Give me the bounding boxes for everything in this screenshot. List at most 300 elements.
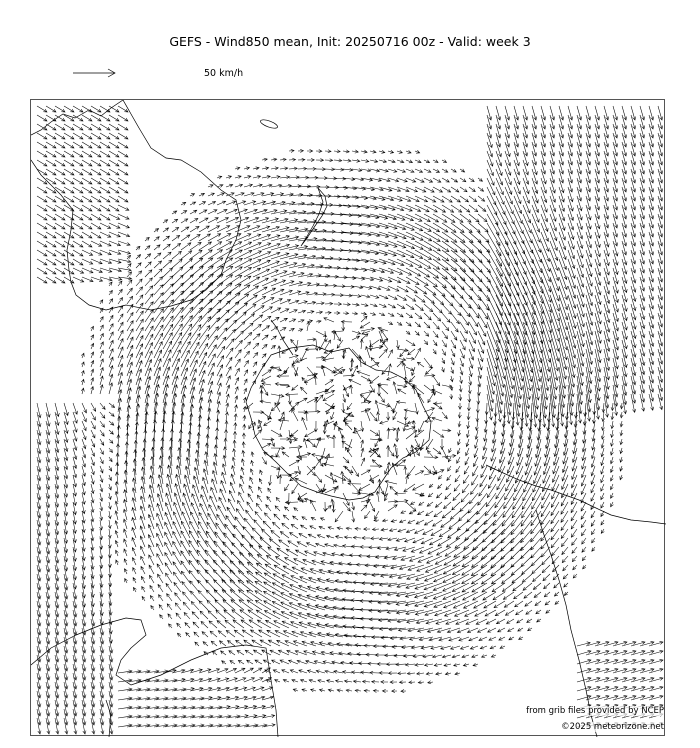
wind-vector-arrow [451, 205, 462, 212]
wind-vector-arrow [175, 603, 181, 610]
wind-vector-arrow [181, 211, 187, 214]
wind-vector-arrow [552, 547, 560, 556]
wind-vector-arrow [185, 466, 190, 484]
wind-vector-arrow [124, 539, 127, 547]
wind-vector-arrow [118, 115, 128, 121]
wind-vector-arrow [478, 205, 486, 212]
wind-vector-arrow [154, 237, 159, 241]
wind-vector-arrow [231, 474, 235, 484]
wind-vector-arrow [264, 591, 281, 601]
wind-vector-arrow [463, 475, 469, 483]
wind-vector-arrow [37, 169, 47, 175]
wind-vector-arrow [167, 594, 172, 601]
wind-vector-arrow [327, 680, 334, 683]
wind-vector-arrow [344, 580, 361, 583]
wind-vector-arrow [559, 196, 565, 211]
wind-vector-arrow [109, 324, 113, 331]
wind-vector-arrow [443, 583, 460, 591]
wind-vector-arrow [592, 538, 595, 543]
wind-vector-arrow [145, 278, 152, 286]
wind-vector-arrow [182, 582, 190, 593]
coastline-africa [31, 618, 278, 737]
wind-vector-arrow [55, 214, 65, 220]
wind-vector-arrow [550, 214, 557, 231]
wind-vector-arrow [352, 312, 358, 315]
wind-vector-arrow [413, 484, 424, 490]
wind-vector-arrow [100, 448, 103, 454]
wind-vector-arrow [181, 259, 193, 268]
wind-vectors [37, 106, 663, 734]
wind-vector-arrow [640, 286, 645, 301]
wind-vector-arrow [475, 439, 479, 448]
wind-vector-arrow [436, 672, 442, 675]
wind-vector-arrow [442, 160, 447, 163]
wind-vector-arrow [433, 250, 449, 261]
wind-vector-arrow [352, 294, 361, 297]
wind-vector-arrow [145, 254, 151, 259]
wind-vector-arrow [640, 385, 645, 402]
wind-vector-arrow [370, 430, 379, 436]
wind-vector-arrow [307, 203, 324, 206]
wind-vector-arrow [383, 519, 389, 522]
wind-vector-arrow [244, 251, 262, 259]
wind-vector-arrow [406, 241, 423, 250]
wind-vector-arrow [490, 646, 496, 649]
wind-vector-arrow [262, 167, 269, 170]
wind-vector-arrow [253, 192, 264, 196]
wind-vector-arrow [343, 276, 356, 279]
wind-vector-arrow [190, 512, 199, 529]
wind-vector-arrow [344, 412, 352, 421]
wind-vector-arrow [127, 288, 132, 295]
wind-vector-arrow [379, 331, 384, 344]
wind-vector-arrow [100, 232, 111, 237]
wind-vector-arrow [649, 331, 654, 346]
wind-vector-arrow [163, 308, 174, 322]
wind-vector-arrow [298, 301, 307, 304]
wind-vector-arrow [82, 205, 92, 211]
wind-vector-arrow [190, 414, 193, 431]
wind-vector-arrow [276, 498, 280, 503]
wind-vector-arrow [82, 448, 86, 458]
wind-vector-arrow [334, 544, 343, 547]
wind-vector-arrow [472, 556, 488, 567]
wind-vector-arrow [174, 493, 181, 511]
wind-vector-arrow [526, 610, 532, 614]
wind-vector-arrow [347, 439, 352, 452]
wind-vector-arrow [409, 681, 415, 684]
wind-vector-arrow [361, 312, 367, 315]
wind-vector-arrow [100, 325, 103, 331]
wind-vector-arrow [343, 625, 361, 628]
wind-vector-arrow [620, 466, 623, 471]
wind-vector-arrow [244, 314, 255, 322]
wind-vector-arrow [325, 670, 334, 673]
wind-vector-arrow [100, 493, 103, 501]
wind-vector-arrow [331, 412, 334, 420]
wind-vector-arrow [46, 178, 56, 184]
wind-vector-arrow [108, 520, 111, 529]
wind-vector-arrow [342, 403, 345, 413]
wind-vector-arrow [289, 310, 297, 314]
wind-vector-arrow [280, 328, 286, 331]
wind-vector-arrow [343, 294, 352, 297]
wind-vector-arrow [467, 628, 478, 633]
wind-vector-arrow [298, 319, 304, 322]
wind-vector-arrow [489, 637, 496, 640]
wind-vector-arrow [253, 334, 260, 340]
wind-vector-arrow [118, 214, 129, 219]
wind-vector-arrow [433, 340, 437, 346]
wind-vector-arrow [82, 412, 86, 422]
wind-vector-arrow [592, 547, 595, 551]
wind-vector-arrow [532, 232, 541, 252]
wind-vector-arrow [406, 367, 414, 371]
wind-vector-arrow [316, 302, 324, 305]
wind-vector-arrow [257, 495, 262, 502]
wind-vector-arrow [193, 622, 199, 628]
wind-vector-arrow [435, 502, 442, 507]
wind-vector-arrow [370, 160, 378, 163]
wind-vector-arrow [541, 232, 549, 251]
wind-vector-arrow [473, 457, 478, 467]
wind-vector-arrow [352, 366, 358, 376]
wind-vector-arrow [249, 486, 253, 494]
wind-vector-arrow [572, 556, 577, 562]
wind-vector-arrow [544, 583, 550, 589]
wind-vector-arrow [559, 241, 566, 260]
wind-vector-arrow [379, 394, 384, 402]
wind-vector-arrow [343, 259, 360, 262]
wind-vector-arrow [215, 600, 226, 610]
wind-vector-arrow [141, 566, 145, 574]
wind-vector-arrow [118, 187, 128, 193]
wind-vector-arrow [159, 605, 163, 610]
wind-vector-arrow [451, 241, 466, 252]
wind-vector-arrow [154, 350, 162, 367]
wind-vector-arrow [282, 575, 298, 583]
wind-vector-arrow [100, 484, 103, 492]
wind-vector-arrow [37, 151, 47, 157]
wind-vector-arrow [274, 565, 289, 574]
wind-vector-arrow [271, 394, 284, 397]
wind-vector-arrow [428, 394, 433, 403]
wind-vector-arrow [133, 469, 136, 485]
wind-vector-arrow [73, 160, 83, 166]
wind-vector-arrow [205, 443, 208, 457]
wind-vector-arrow [100, 511, 103, 520]
wind-vector-arrow [353, 581, 370, 584]
wind-vector-arrow [46, 205, 56, 211]
wind-vector-arrow [397, 205, 412, 211]
wind-vector-arrow [458, 430, 461, 436]
wind-vector-arrow [37, 277, 47, 283]
wind-vector-arrow [601, 466, 604, 474]
wind-vector-arrow [571, 529, 577, 537]
wind-vector-arrow [238, 590, 253, 601]
wind-vector-arrow [295, 478, 307, 484]
wind-vector-arrow [325, 275, 339, 278]
wind-vector-arrow [433, 214, 447, 222]
wind-vector-arrow [37, 250, 47, 256]
wind-vector-arrow [352, 625, 370, 628]
wind-vector-arrow [244, 242, 261, 250]
wind-vector-arrow [280, 245, 299, 250]
wind-vector-arrow [406, 357, 414, 360]
wind-vector-arrow [217, 201, 226, 205]
wind-vector-arrow [424, 313, 431, 320]
wind-vector-arrow [262, 184, 272, 187]
wind-vector-arrow [604, 295, 610, 313]
wind-vector-arrow [424, 178, 433, 182]
wind-vector-arrow [423, 655, 433, 658]
wind-vector-arrow [124, 470, 127, 484]
wind-vector-arrow [463, 592, 478, 600]
wind-vector-arrow [192, 494, 199, 511]
wind-vector-arrow [397, 322, 402, 325]
wind-vector-arrow [352, 502, 355, 510]
wind-vector-arrow [388, 364, 391, 376]
wind-vector-arrow [245, 650, 253, 655]
wind-vector-arrow [273, 670, 280, 673]
wind-vector-arrow [640, 304, 645, 319]
wind-vector-arrow [527, 619, 532, 623]
wind-vector-arrow [510, 421, 514, 438]
wind-vector-arrow [91, 475, 94, 484]
wind-vector-arrow [217, 266, 233, 277]
wind-vector-arrow [476, 619, 487, 624]
wind-vector-arrow [316, 275, 330, 278]
wind-vector-arrow [142, 596, 145, 601]
wind-vector-arrow [433, 430, 444, 437]
wind-vector-arrow [311, 689, 316, 692]
wind-vector-arrow [577, 268, 584, 287]
wind-vector-arrow [118, 133, 128, 139]
wind-vector-arrow [149, 555, 154, 565]
wind-vector-arrow [145, 286, 153, 295]
wind-vector-arrow [91, 223, 101, 229]
wind-vector-arrow [433, 223, 448, 232]
wind-vector-arrow [445, 493, 451, 499]
wind-vector-arrow [273, 522, 281, 529]
wind-vector-arrow [613, 277, 618, 293]
wind-vector-arrow [397, 313, 403, 317]
wind-vector-arrow [91, 430, 95, 438]
wind-vector-arrow [275, 403, 280, 412]
wind-vector-arrow [433, 655, 443, 658]
wind-vector-arrow [417, 362, 424, 367]
wind-vector-arrow [453, 556, 469, 566]
wind-vector-arrow [226, 403, 229, 412]
wind-vector-arrow [307, 410, 320, 413]
wind-vector-arrow [572, 538, 577, 545]
wind-vector-arrow [316, 320, 321, 323]
wind-vector-arrow [565, 412, 568, 429]
wind-vector-arrow [433, 160, 438, 163]
wind-vector-arrow [370, 286, 381, 290]
wind-vector-arrow [458, 439, 461, 445]
wind-vector-arrow [181, 235, 190, 241]
wind-vector-arrow [55, 160, 65, 166]
wind-vector-arrow [417, 565, 433, 572]
wind-vector-arrow [591, 511, 595, 518]
wind-vector-arrow [172, 333, 182, 350]
wind-vector-arrow [415, 610, 433, 615]
wind-vector-arrow [165, 503, 172, 520]
wind-vector-arrow [241, 467, 244, 475]
wind-vector-arrow [561, 538, 568, 547]
wind-vector-arrow [610, 484, 613, 490]
wind-vector-arrow [82, 124, 92, 130]
wind-vector-arrow [485, 610, 496, 616]
wind-vector-arrow [550, 394, 555, 427]
wind-vector-arrow [388, 313, 394, 316]
wind-vector-arrow [91, 187, 101, 193]
wind-vector-arrow [281, 611, 298, 619]
wind-vector-arrow [341, 471, 344, 484]
wind-vector-arrow [46, 169, 56, 175]
wind-vector-arrow [100, 367, 103, 376]
wind-vector-arrow [466, 448, 469, 456]
wind-vector-arrow [506, 475, 514, 491]
wind-vector-arrow [293, 689, 298, 692]
wind-vector-arrow [375, 511, 380, 519]
wind-vector-arrow [602, 403, 605, 412]
wind-vector-arrow [401, 690, 406, 693]
wind-vector-arrow [100, 376, 103, 385]
wind-vector-arrow [176, 474, 182, 493]
wind-vector-arrow [301, 387, 308, 394]
wind-vector-arrow [433, 241, 449, 252]
wind-vector-arrow [433, 349, 436, 354]
wind-vector-arrow [316, 614, 334, 619]
wind-vector-arrow [140, 546, 145, 556]
wind-vector-arrow [325, 186, 339, 189]
wind-vector-arrow [306, 660, 316, 664]
wind-vector-arrow [109, 340, 113, 349]
wind-vector-arrow [551, 529, 559, 540]
wind-vector-arrow [379, 295, 388, 299]
wind-vector-arrow [568, 223, 574, 239]
wind-vector-arrow [91, 360, 94, 367]
wind-vector-arrow [556, 403, 559, 421]
wind-vector-arrow [109, 290, 112, 295]
wind-vector-arrow [396, 592, 415, 597]
wind-vector-arrow [235, 267, 252, 277]
wind-vector-arrow [181, 521, 190, 538]
wind-vector-arrow [55, 142, 65, 148]
wind-vector-arrow [355, 527, 361, 530]
wind-vector-arrow [346, 571, 361, 574]
wind-vector-arrow [136, 395, 140, 412]
wind-vector-arrow [273, 574, 289, 583]
wind-vector-arrow [362, 635, 379, 638]
wind-vector-arrow [235, 242, 252, 250]
wind-vector-arrow [145, 412, 148, 430]
wind-vector-arrow [177, 633, 181, 637]
wind-vector-arrow [406, 259, 422, 267]
wind-vector-arrow [133, 459, 136, 475]
wind-vector-arrow [271, 244, 290, 250]
wind-vector-arrow [424, 408, 435, 412]
wind-vector-arrow [259, 479, 262, 484]
wind-vector-arrow [126, 433, 129, 448]
wind-vector-arrow [370, 376, 379, 384]
wind-vector-arrow [262, 443, 271, 448]
wind-vector-arrow [573, 574, 577, 578]
wind-vector-arrow [541, 493, 550, 508]
wind-vector-arrow [640, 313, 645, 329]
wind-vector-arrow [307, 322, 310, 332]
wind-vector-arrow [244, 332, 252, 340]
wind-vector-arrow [181, 333, 191, 349]
wind-vector-arrow [505, 196, 513, 214]
wind-vector-arrow [478, 196, 485, 201]
wind-vector-arrow [253, 362, 257, 367]
wind-vector-arrow [244, 304, 256, 313]
wind-vector-arrow [118, 289, 122, 295]
wind-vector-arrow [181, 251, 192, 259]
wind-vector-arrow [173, 562, 181, 574]
wind-vector-arrow [496, 151, 502, 166]
wind-vector-arrow [292, 679, 298, 682]
wind-vector-arrow [405, 538, 415, 542]
wind-vector-arrow [388, 350, 393, 358]
wind-vector-arrow [109, 439, 113, 443]
wind-vector-arrow [406, 304, 414, 310]
wind-vector-arrow [409, 511, 415, 514]
wind-vector-arrow [314, 552, 325, 557]
wind-vector-arrow [307, 338, 316, 341]
wind-vector-arrow [476, 412, 479, 422]
wind-vector-arrow [247, 600, 262, 610]
wind-vector-arrow [115, 501, 118, 511]
wind-vector-arrow [355, 644, 370, 647]
wind-vector-arrow [363, 680, 371, 683]
wind-vector-arrow [263, 521, 271, 529]
wind-vector-arrow [109, 448, 113, 453]
wind-vector-arrow [541, 223, 549, 241]
wind-vector-arrow [361, 448, 364, 457]
wind-vector-arrow [181, 571, 190, 583]
wind-vector-arrow [244, 234, 261, 241]
wind-vector-arrow [118, 142, 128, 148]
wind-vector-arrow [81, 362, 84, 367]
wind-vector-arrow [565, 403, 568, 420]
wind-vector-arrow [370, 412, 377, 421]
wind-vector-arrow [127, 264, 131, 268]
wind-vector-arrow [307, 167, 316, 170]
wind-vector-arrow [649, 349, 654, 365]
wind-vector-arrow [397, 421, 409, 426]
wind-vector-arrow [424, 466, 431, 473]
wind-vector-arrow [64, 232, 74, 238]
wind-vector-arrow [108, 502, 111, 509]
wind-vector-arrow [622, 295, 627, 311]
wind-vector-arrow [631, 340, 636, 357]
wind-vector-arrow [442, 511, 451, 518]
wind-vector-arrow [181, 341, 190, 358]
wind-vector-arrow [271, 235, 289, 241]
coastline-falklands [260, 118, 279, 130]
wind-vector-arrow [64, 151, 74, 157]
wind-vector-arrow [82, 430, 86, 440]
wind-vector-arrow [211, 641, 217, 646]
wind-vector-arrow [396, 538, 406, 542]
wind-vector-arrow [541, 214, 548, 232]
wind-vector-arrow [343, 466, 353, 473]
wind-vector-arrow [226, 357, 232, 367]
